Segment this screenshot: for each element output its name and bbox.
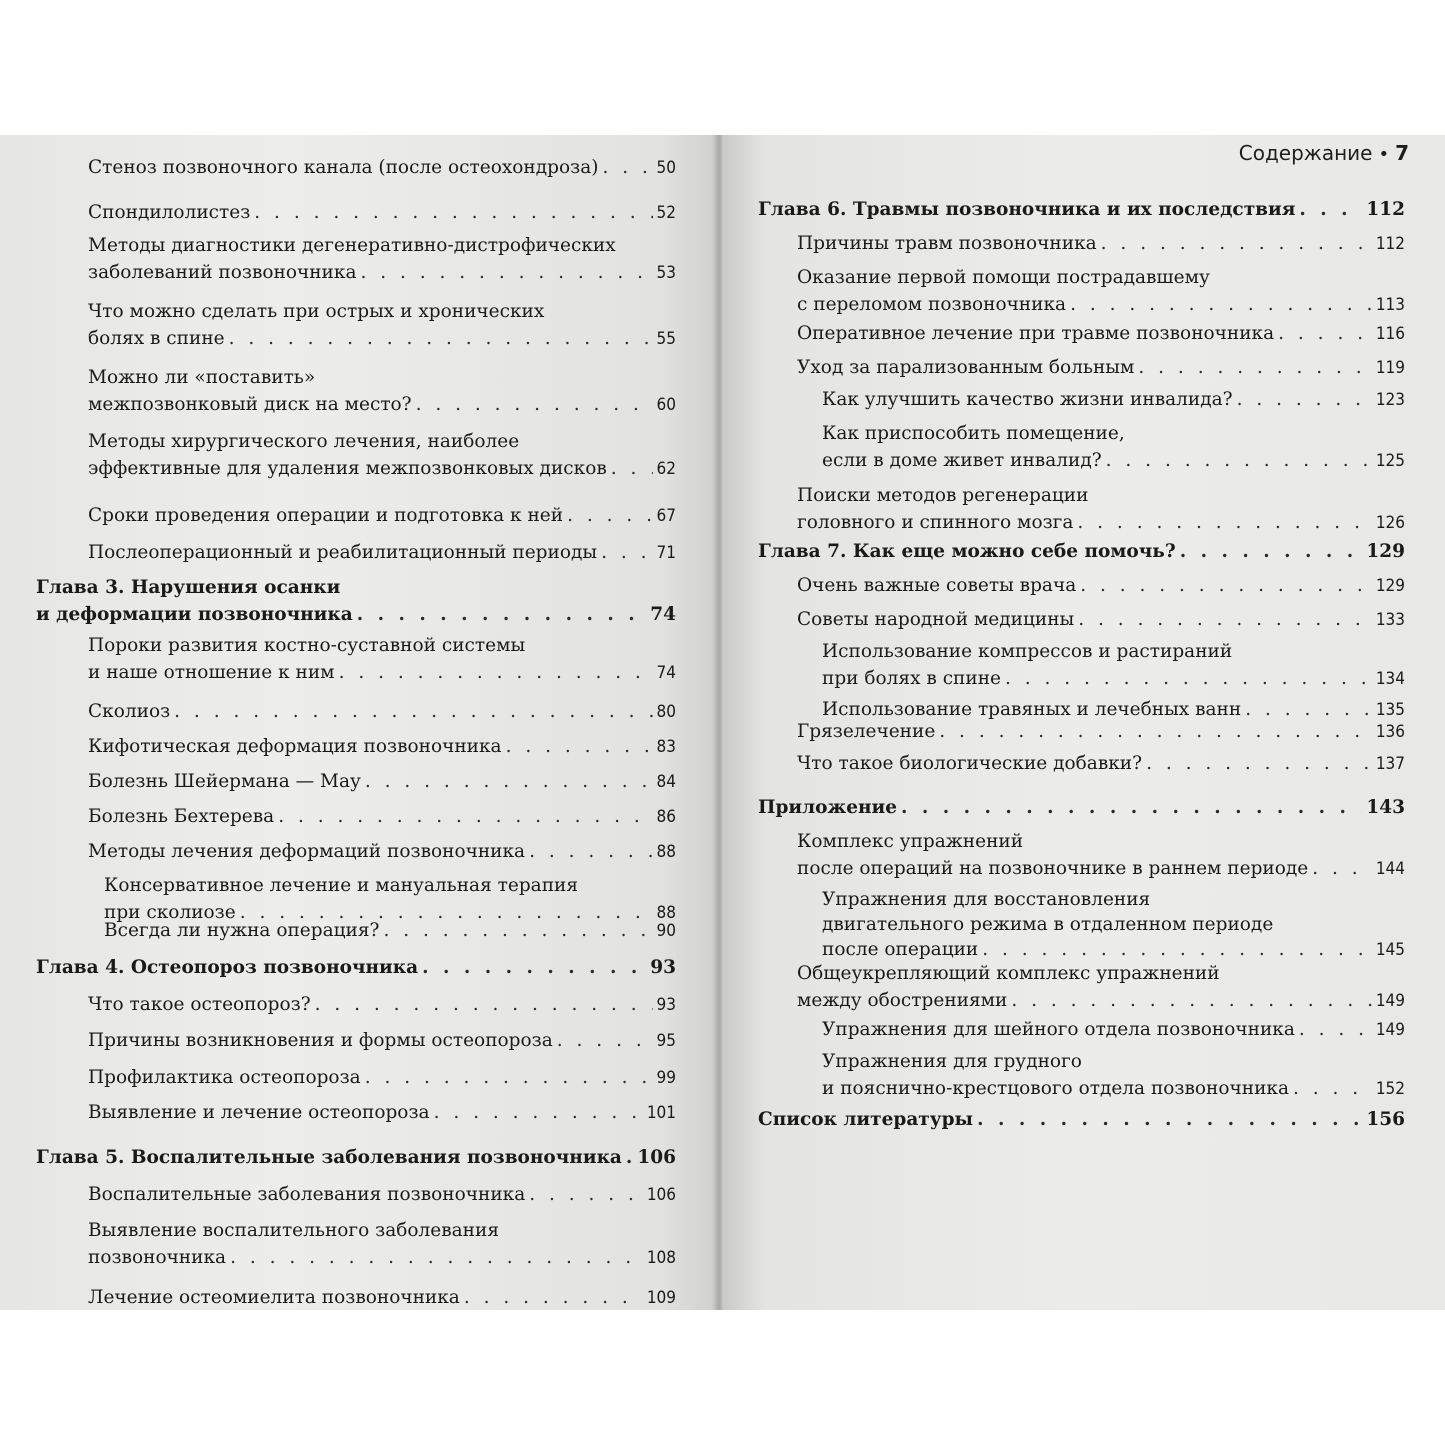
toc-page-number: 62	[656, 459, 676, 479]
dot-leader	[506, 734, 653, 759]
toc-entry-leader-row	[88, 260, 676, 286]
toc-page-number: 95	[656, 1031, 676, 1051]
dot-leader	[557, 1028, 653, 1053]
toc-entry-text-line: Кифотическая деформация позвоночника	[88, 736, 502, 757]
dot-leader	[230, 1245, 643, 1270]
running-head-page-number: 7	[1395, 141, 1409, 165]
toc-entry-leader-row	[88, 1245, 676, 1271]
toc-section-entry	[88, 1285, 676, 1311]
toc-entry-leader-row	[88, 699, 676, 725]
toc-entry-text-line: Список литературы	[758, 1109, 974, 1130]
toc-entry-text-line: Советы народной медицины	[797, 609, 1075, 630]
toc-page-number: 50	[656, 158, 676, 178]
toc-entry-text-line: при болях в спине	[822, 668, 1001, 689]
toc-entry-leader-row	[88, 992, 676, 1018]
toc-section-entry	[797, 961, 1405, 1014]
running-head-title: Содержание	[1238, 141, 1373, 165]
dot-leader	[229, 326, 653, 351]
toc-chapter-entry	[36, 575, 676, 627]
toc-entry-text-line: Глава 5. Воспалительные заболевания позвоночника	[36, 1147, 622, 1168]
toc-page-number: 125	[1375, 451, 1405, 471]
dot-leader	[416, 392, 653, 417]
toc-page-number: 80	[656, 702, 676, 722]
toc-chapter-entry	[758, 1107, 1405, 1132]
dot-leader	[1180, 539, 1363, 564]
toc-entry-leader-row	[797, 988, 1405, 1014]
toc-page-number: 149	[1375, 991, 1405, 1011]
toc-entry-leader-row	[797, 856, 1405, 882]
dot-leader	[1293, 1076, 1372, 1101]
dot-leader	[1070, 292, 1372, 317]
toc-section-entry	[797, 751, 1405, 777]
toc-page-number: 52	[656, 203, 676, 223]
toc-section-entry	[797, 573, 1405, 599]
toc-page-number: 112	[1366, 199, 1405, 220]
toc-entry-text-line: Выявление и лечение остеопороза	[88, 1102, 430, 1123]
toc-entry-leader-row	[797, 719, 1405, 745]
dot-leader	[1312, 856, 1372, 881]
toc-entry-leader-row	[758, 197, 1405, 222]
toc-entry-text-line: позвоночника	[88, 1247, 227, 1268]
toc-entry-leader-row	[822, 387, 1405, 413]
toc-entry-text-line: Оказание первой помощи пострадавшему	[797, 267, 1210, 288]
toc-entry-leader-row	[822, 666, 1405, 692]
toc-section-entry	[822, 887, 1405, 963]
toc-entry-text-line: Причины возникновения и формы остеопороза	[88, 1030, 553, 1051]
toc-entry-text-line: Стеноз позвоночного канала (после остеохондроза)	[88, 157, 599, 178]
dot-leader	[174, 699, 652, 724]
dot-leader	[360, 260, 652, 285]
toc-page-number: 119	[1375, 358, 1405, 378]
running-head-separator: •	[1378, 144, 1390, 165]
toc-entry-leader-row	[797, 607, 1405, 633]
toc-entry-text-line: Уход за парализованным больным	[797, 357, 1135, 378]
toc-entry-text-line: болях в спине	[88, 328, 225, 349]
toc-entry-text-line: Комплекс упражнений	[797, 831, 1024, 852]
toc-section-entry	[797, 607, 1405, 633]
toc-entry-text-line: Консервативное лечение и мануальная терапия	[104, 875, 579, 896]
toc-page-number: 156	[1366, 1109, 1405, 1130]
toc-entry-leader-row	[758, 1107, 1405, 1132]
toc-page-number: 123	[1375, 390, 1405, 410]
toc-entry-text-line: Всегда ли нужна операция?	[104, 920, 380, 941]
toc-section-entry	[822, 387, 1405, 413]
toc-page-number: 60	[656, 395, 676, 415]
dot-leader	[434, 1100, 643, 1125]
toc-page-number: 129	[1366, 541, 1405, 562]
toc-entry-text-line: Как приспособить помещение,	[822, 423, 1125, 444]
book-spread	[0, 135, 1445, 1310]
toc-page-number: 145	[1375, 940, 1405, 960]
toc-entry-text-line: Как улучшить качество жизни инвалида?	[822, 389, 1233, 410]
toc-page-number: 129	[1375, 576, 1405, 596]
dot-leader	[357, 602, 647, 627]
dot-leader	[383, 918, 652, 943]
dot-leader	[529, 1182, 643, 1207]
toc-entry-leader-row	[88, 326, 676, 352]
toc-entry-text-line: Выявление воспалительного заболевания	[88, 1220, 500, 1241]
dot-leader	[1101, 231, 1372, 256]
toc-page-number: 109	[646, 1288, 676, 1308]
dot-leader	[1138, 355, 1371, 380]
toc-page-number: 108	[646, 1248, 676, 1268]
toc-entry-leader-row	[797, 292, 1405, 318]
toc-entry-text-line: Глава 4. Остеопороз позвоночника	[36, 957, 419, 978]
toc-entry-text-line: Использование травяных и лечебных ванн	[822, 699, 1242, 720]
toc-entry-leader-row	[797, 231, 1405, 257]
toc-page-number: 144	[1375, 859, 1405, 879]
toc-page-number: 112	[1375, 234, 1405, 254]
dot-leader	[278, 804, 652, 829]
toc-entry-leader-row	[797, 355, 1405, 381]
toc-section-entry	[797, 265, 1405, 318]
toc-entry-text-line: заболеваний позвоночника	[88, 262, 357, 283]
toc-section-entry	[88, 699, 676, 725]
toc-entry-leader-row	[88, 839, 676, 865]
dot-leader	[939, 719, 1372, 744]
toc-entry-text-line: между обострениями	[797, 990, 1008, 1011]
toc-section-entry	[822, 421, 1405, 474]
toc-entry-leader-row	[88, 1285, 676, 1311]
toc-entry-text-line: двигательного режима в отдаленном периоде	[822, 914, 1274, 935]
toc-entry-leader-row	[88, 734, 676, 760]
toc-section-entry	[822, 639, 1405, 692]
toc-entry-text-line: Упражнения для шейного отдела позвоночника	[822, 1019, 1295, 1040]
toc-page-number: 88	[656, 842, 676, 862]
toc-page-number: 149	[1375, 1020, 1405, 1040]
toc-entry-text-line: Можно ли «поставить»	[88, 367, 316, 388]
right-page	[722, 135, 1445, 1310]
toc-entry-text-line: после операции	[822, 939, 979, 960]
dot-leader	[626, 1145, 633, 1170]
toc-entry-text-line: Оперативное лечение при травме позвоночника	[797, 323, 1275, 344]
dot-leader	[1299, 197, 1362, 222]
toc-entry-text-line: Глава 6. Травмы позвоночника и их последствия	[758, 199, 1296, 220]
toc-entry-text-line: Сколиоз	[88, 701, 171, 722]
toc-entry-text-line: с переломом позвоночника	[797, 294, 1067, 315]
toc-entry-leader-row	[822, 448, 1405, 474]
dot-leader	[254, 200, 652, 225]
dot-leader	[1005, 666, 1372, 691]
toc-entry-text-line: Сроки проведения операции и подготовка к ней	[88, 505, 564, 526]
toc-chapter-entry	[758, 197, 1405, 222]
toc-entry-leader-row	[758, 795, 1405, 820]
dot-leader	[339, 660, 653, 685]
dot-leader	[901, 795, 1362, 820]
toc-entry-text-line: межпозвонковый диск на место?	[88, 394, 412, 415]
toc-entry-text-line: Методы хирургического лечения, наиболее	[88, 431, 520, 452]
toc-entry-text-line: Поиски методов регенерации	[797, 485, 1089, 506]
dot-leader	[1011, 988, 1371, 1013]
dot-leader	[422, 955, 646, 980]
dot-leader	[1237, 387, 1372, 412]
toc-entry-leader-row	[88, 1028, 676, 1054]
toc-section-entry	[88, 1218, 676, 1271]
dot-leader	[1077, 510, 1371, 535]
toc-section-entry	[88, 633, 676, 686]
toc-chapter-entry	[758, 795, 1405, 820]
toc-entry-text-line: Использование компрессов и растираний	[822, 641, 1233, 662]
toc-section-entry	[88, 1100, 676, 1126]
toc-page-number: 101	[646, 1103, 676, 1123]
dot-leader	[1299, 1017, 1372, 1042]
toc-entry-leader-row	[88, 155, 676, 181]
toc-entry-text-line: Спондилолистез	[88, 202, 251, 223]
dot-leader	[365, 1065, 653, 1090]
toc-section-entry	[797, 829, 1405, 882]
toc-entry-leader-row	[797, 751, 1405, 777]
toc-section-entry	[88, 1065, 676, 1091]
toc-page-number: 126	[1375, 513, 1405, 533]
dot-leader	[567, 503, 652, 528]
toc-entry-text-line: при сколиозе	[104, 902, 236, 923]
dot-leader	[1106, 448, 1372, 473]
left-page	[0, 135, 718, 1310]
toc-section-entry	[88, 429, 676, 482]
toc-section-entry	[88, 1028, 676, 1054]
toc-entry-leader-row	[104, 918, 676, 944]
toc-entry-leader-row	[88, 769, 676, 795]
dot-leader	[1080, 573, 1372, 598]
toc-section-entry	[88, 540, 676, 566]
toc-entry-text-line: Что такое остеопороз?	[88, 994, 311, 1015]
running-head	[1239, 141, 1409, 165]
toc-section-entry	[88, 839, 676, 865]
dot-leader	[1078, 607, 1372, 632]
toc-section-entry	[797, 355, 1405, 381]
toc-section-entry	[822, 1017, 1405, 1043]
toc-entry-text-line: Общеукрепляющий комплекс упражнений	[797, 963, 1220, 984]
toc-entry-text-line: Глава 7. Как еще можно себе помочь?	[758, 541, 1176, 562]
dot-leader	[1278, 321, 1372, 346]
toc-page-number: 134	[1375, 669, 1405, 689]
toc-section-entry	[88, 734, 676, 760]
toc-section-entry	[88, 992, 676, 1018]
toc-entry-leader-row	[36, 955, 676, 980]
toc-chapter-entry	[758, 539, 1405, 564]
toc-entry-leader-row	[797, 510, 1405, 536]
toc-page-number: 106	[646, 1185, 676, 1205]
toc-page-number: 135	[1375, 700, 1405, 720]
toc-section-entry	[797, 483, 1405, 536]
toc-page-number: 113	[1375, 295, 1405, 315]
toc-section-entry	[88, 769, 676, 795]
dot-leader	[315, 992, 653, 1017]
toc-entry-text-line: Болезнь Шейермана — Мау	[88, 771, 361, 792]
toc-entry-leader-row	[88, 456, 676, 482]
dot-leader	[365, 769, 653, 794]
toc-page-number: 86	[656, 807, 676, 827]
toc-page-number: 74	[656, 663, 676, 683]
toc-section-entry	[822, 1049, 1405, 1102]
toc-entry-leader-row	[36, 1145, 676, 1170]
dot-leader	[1146, 751, 1372, 776]
dot-leader	[529, 839, 652, 864]
toc-entry-leader-row	[88, 503, 676, 529]
toc-page-number: 133	[1375, 610, 1405, 630]
toc-chapter-entry	[36, 955, 676, 980]
toc-entry-text-line: и наше отношение к ним	[88, 662, 335, 683]
toc-entry-leader-row	[88, 660, 676, 686]
toc-entry-leader-row	[88, 804, 676, 830]
toc-page-number: 53	[656, 263, 676, 283]
toc-page-number: 143	[1366, 797, 1405, 818]
toc-entry-text-line: Болезнь Бехтерева	[88, 806, 275, 827]
toc-entry-text-line: Очень важные советы врача	[797, 575, 1077, 596]
dot-leader	[977, 1107, 1362, 1132]
toc-entry-text-line: Пороки развития костно-суставной системы	[88, 635, 526, 656]
toc-entry-leader-row	[36, 602, 676, 627]
toc-entry-leader-row	[822, 937, 1405, 963]
toc-page-number: 93	[650, 957, 676, 978]
toc-section-entry	[88, 365, 676, 418]
toc-entry-leader-row	[88, 1182, 676, 1208]
toc-entry-leader-row	[797, 321, 1405, 347]
toc-page-number: 84	[656, 772, 676, 792]
toc-section-entry	[104, 918, 676, 944]
toc-entry-text-line: Методы диагностики дегенеративно-дистрофических	[88, 235, 616, 256]
toc-page-number: 74	[650, 604, 676, 625]
toc-page-number: 88	[656, 903, 676, 923]
toc-page-number: 152	[1375, 1079, 1405, 1099]
toc-entry-text-line: Приложение	[758, 797, 897, 818]
toc-entry-leader-row	[822, 1076, 1405, 1102]
dot-leader	[602, 155, 652, 180]
toc-entry-text-line: и пояснично-крестцового отдела позвоночника	[822, 1078, 1290, 1099]
dot-leader	[601, 540, 652, 565]
toc-section-entry	[88, 804, 676, 830]
toc-page-number: 106	[637, 1147, 676, 1168]
toc-page-number: 137	[1375, 754, 1405, 774]
toc-entry-text-line: Профилактика остеопороза	[88, 1067, 361, 1088]
toc-entry-leader-row	[758, 539, 1405, 564]
toc-section-entry	[797, 231, 1405, 257]
toc-entry-text-line: Причины травм позвоночника	[797, 233, 1097, 254]
toc-entry-leader-row	[88, 200, 676, 226]
toc-entry-leader-row	[797, 573, 1405, 599]
toc-entry-text-line: Что такое биологические добавки?	[797, 753, 1143, 774]
toc-entry-text-line: Упражнения для восстановления	[822, 889, 1151, 910]
toc-section-entry	[88, 503, 676, 529]
toc-entry-text-line: Послеоперационный и реабилитационный периоды	[88, 542, 598, 563]
toc-page-number: 90	[656, 921, 676, 941]
toc-entry-text-line: Глава 3. Нарушения осанки	[36, 577, 341, 598]
toc-chapter-entry	[36, 1145, 676, 1170]
toc-section-entry	[88, 155, 676, 181]
toc-entry-leader-row	[88, 1065, 676, 1091]
toc-section-entry	[88, 1182, 676, 1208]
dot-leader	[611, 456, 653, 481]
toc-entry-text-line: Лечение остеомиелита позвоночника	[88, 1287, 460, 1308]
toc-section-entry	[797, 321, 1405, 347]
toc-page-number: 71	[656, 543, 676, 563]
toc-page-number: 136	[1375, 722, 1405, 742]
toc-entry-leader-row	[88, 540, 676, 566]
toc-page-number: 93	[656, 995, 676, 1015]
toc-page-number: 116	[1375, 324, 1405, 344]
toc-page-number: 55	[656, 329, 676, 349]
toc-entry-leader-row	[822, 1017, 1405, 1043]
dot-leader	[982, 937, 1372, 962]
toc-entry-text-line: Методы лечения деформаций позвоночника	[88, 841, 526, 862]
toc-page-number: 83	[656, 737, 676, 757]
toc-section-entry	[797, 719, 1405, 745]
toc-entry-text-line: Упражнения для грудного	[822, 1051, 1082, 1072]
toc-entry-text-line: и деформации позвоночника	[36, 604, 353, 625]
toc-entry-text-line: Что можно сделать при острых и хронических	[88, 301, 545, 322]
toc-entry-text-line: после операций на позвоночнике в раннем периоде	[797, 858, 1309, 879]
toc-entry-text-line: Воспалительные заболевания позвоночника	[88, 1184, 526, 1205]
toc-entry-text-line: если в доме живет инвалид?	[822, 450, 1102, 471]
toc-entry-text-line: эффективные для удаления межпозвонковых дисков	[88, 458, 607, 479]
toc-page-number: 99	[656, 1068, 676, 1088]
toc-entry-leader-row	[88, 1100, 676, 1126]
dot-leader	[464, 1285, 643, 1310]
toc-section-entry	[88, 299, 676, 352]
toc-section-entry	[88, 200, 676, 226]
toc-entry-text-line: Грязелечение	[797, 721, 936, 742]
toc-page-number: 67	[656, 506, 676, 526]
toc-entry-text-line: головного и спинного мозга	[797, 512, 1074, 533]
toc-entry-leader-row	[88, 392, 676, 418]
toc-section-entry	[88, 233, 676, 286]
